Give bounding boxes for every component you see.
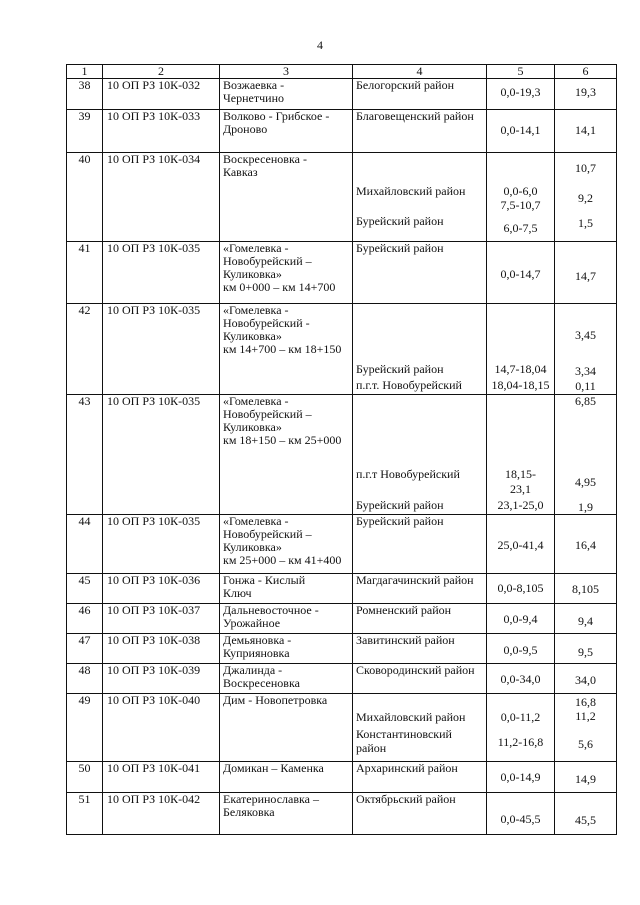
page-number: 4 [317,38,323,52]
road-code: 10 ОП РЗ 10К-040 [103,694,220,762]
column-header: 6 [555,65,617,79]
sub-district: Бурейский район [356,498,444,512]
total-length: 10,7 [575,161,596,175]
road-name: Дим - Новопетровка [220,694,353,762]
segment: 0,0-34,0 [487,664,555,694]
length: 9,4 [555,604,617,634]
road-code: 10 ОП РЗ 10К-036 [103,574,220,604]
length: 14,7 [555,242,617,304]
road-code: 10 ОП РЗ 10К-035 [103,395,220,515]
table-row [67,574,617,604]
row-number: 39 [67,110,103,153]
segment: 0,0-14,1 [487,110,555,153]
road-code: 10 ОП РЗ 10К-038 [103,634,220,664]
table-row [67,664,617,694]
length: 45,5 [555,793,617,835]
road-name: «Гомелевка - Новобурейский – Куликовка» км 0+000 – км 14+700 [220,242,353,304]
district [353,304,487,395]
sub-district: п.г.т. Новобурейский [356,378,462,392]
row-number: 47 [67,634,103,664]
road-code: 10 ОП РЗ 10К-033 [103,110,220,153]
sub-district: Бурейский район [356,362,444,376]
road-code: 10 ОП РЗ 10К-032 [103,79,220,110]
district [353,153,487,242]
sub-district: Михайловский район [356,184,466,198]
total-length: 3,45 [575,328,596,342]
district [353,395,487,515]
row-number: 51 [67,793,103,835]
row-number: 42 [67,304,103,395]
district: Сковородинский район [353,664,487,694]
length: 10,7 9,2 1,5 [555,153,617,242]
row-number: 38 [67,79,103,110]
segment: 0,0-14,7 [487,242,555,304]
table-row [67,242,617,304]
sub-district: Бурейский район [356,214,444,228]
length: 3,45 3,34 0,11 [555,304,617,395]
length: 16,8 11,2 5,6 [555,694,617,762]
column-header: 3 [220,65,353,79]
district: Завитинский район [353,634,487,664]
road-name: Волково - Грибское - Дроново [220,110,353,153]
row-number: 48 [67,664,103,694]
table-header-row [67,65,617,79]
length: 6,85 4,95 1,9 [555,395,617,515]
road-name: Возжаевка - Чернетчино [220,79,353,110]
road-code: 10 ОП РЗ 10К-034 [103,153,220,242]
road-name: «Гомелевка - Новобурейский – Куликовка» км 18+150 – км 25+000 [220,395,353,515]
road-code: 10 ОП РЗ 10К-042 [103,793,220,835]
road-name: Екатеринославка – Беляковка [220,793,353,835]
road-name: «Гомелевка - Новобурейский – Куликовка» км 25+000 – км 41+400 [220,515,353,574]
segment: 0,0-9,5 [487,634,555,664]
table-row [67,604,617,634]
road-code: 10 ОП РЗ 10К-037 [103,604,220,634]
row-number: 41 [67,242,103,304]
road-code: 10 ОП РЗ 10К-035 [103,304,220,395]
table-row [67,762,617,793]
segment: 14,7-18,04 18,04-18,15 [487,304,555,395]
length: 9,5 [555,634,617,664]
segment: 0,0-45,5 [487,793,555,835]
road-name: Домикан – Каменка [220,762,353,793]
total-length: 6,85 [575,394,596,408]
road-code: 10 ОП РЗ 10К-039 [103,664,220,694]
table-row [67,153,617,242]
table-row [67,395,617,515]
table-row [67,634,617,664]
column-header: 4 [353,65,487,79]
length: 14,9 [555,762,617,793]
row-number: 50 [67,762,103,793]
column-header: 2 [103,65,220,79]
road-name: Дальневосточное - Урожайное [220,604,353,634]
segment: 25,0-41,4 [487,515,555,574]
district: Благовещенский район [353,110,487,153]
length: 19,3 [555,79,617,110]
table-row [67,110,617,153]
length: 16,4 [555,515,617,574]
road-code: 10 ОП РЗ 10К-041 [103,762,220,793]
length: 34,0 [555,664,617,694]
table-row [67,304,617,395]
length: 8,105 [555,574,617,604]
road-name: Воскресеновка - Кавказ [220,153,353,242]
segment: 0,0-11,2 11,2-16,8 [487,694,555,762]
district [353,694,487,762]
road-name: Джалинда - Воскресеновка [220,664,353,694]
row-number: 46 [67,604,103,634]
column-header: 1 [67,65,103,79]
sub-district: Константиновский район [356,727,452,755]
table-row [67,694,617,762]
road-code: 10 ОП РЗ 10К-035 [103,515,220,574]
column-header: 5 [487,65,555,79]
district: Архаринский район [353,762,487,793]
table-row [67,515,617,574]
segment: 18,15- 23,1 23,1-25,0 [487,395,555,515]
segment: 0,0-8,105 [487,574,555,604]
district: Октябрьский район [353,793,487,835]
total-length: 16,8 [575,695,596,709]
table-row [67,79,617,110]
row-number: 43 [67,395,103,515]
district: Белогорский район [353,79,487,110]
row-number: 45 [67,574,103,604]
segment: 0,0-14,9 [487,762,555,793]
sub-district: Михайловский район [356,710,466,724]
road-name: Гонжа - Кислый Ключ [220,574,353,604]
row-number: 44 [67,515,103,574]
district: Ромненский район [353,604,487,634]
road-code: 10 ОП РЗ 10К-035 [103,242,220,304]
district: Бурейский район [353,242,487,304]
length: 14,1 [555,110,617,153]
sub-district: п.г.т Новобурейский [356,467,460,481]
table-row [67,793,617,835]
row-number: 49 [67,694,103,762]
segment: 0,0-9,4 [487,604,555,634]
road-name: Демьяновка - Куприяновка [220,634,353,664]
segment: 0,0-6,0 7,5-10,7 6,0-7,5 [487,153,555,242]
segment: 0,0-19,3 [487,79,555,110]
road-name: «Гомелевка - Новобурейский - Куликовка» км 14+700 – км 18+150 [220,304,353,395]
roads-table [66,64,617,835]
district: Магдагачинский район [353,574,487,604]
district: Бурейский район [353,515,487,574]
row-number: 40 [67,153,103,242]
